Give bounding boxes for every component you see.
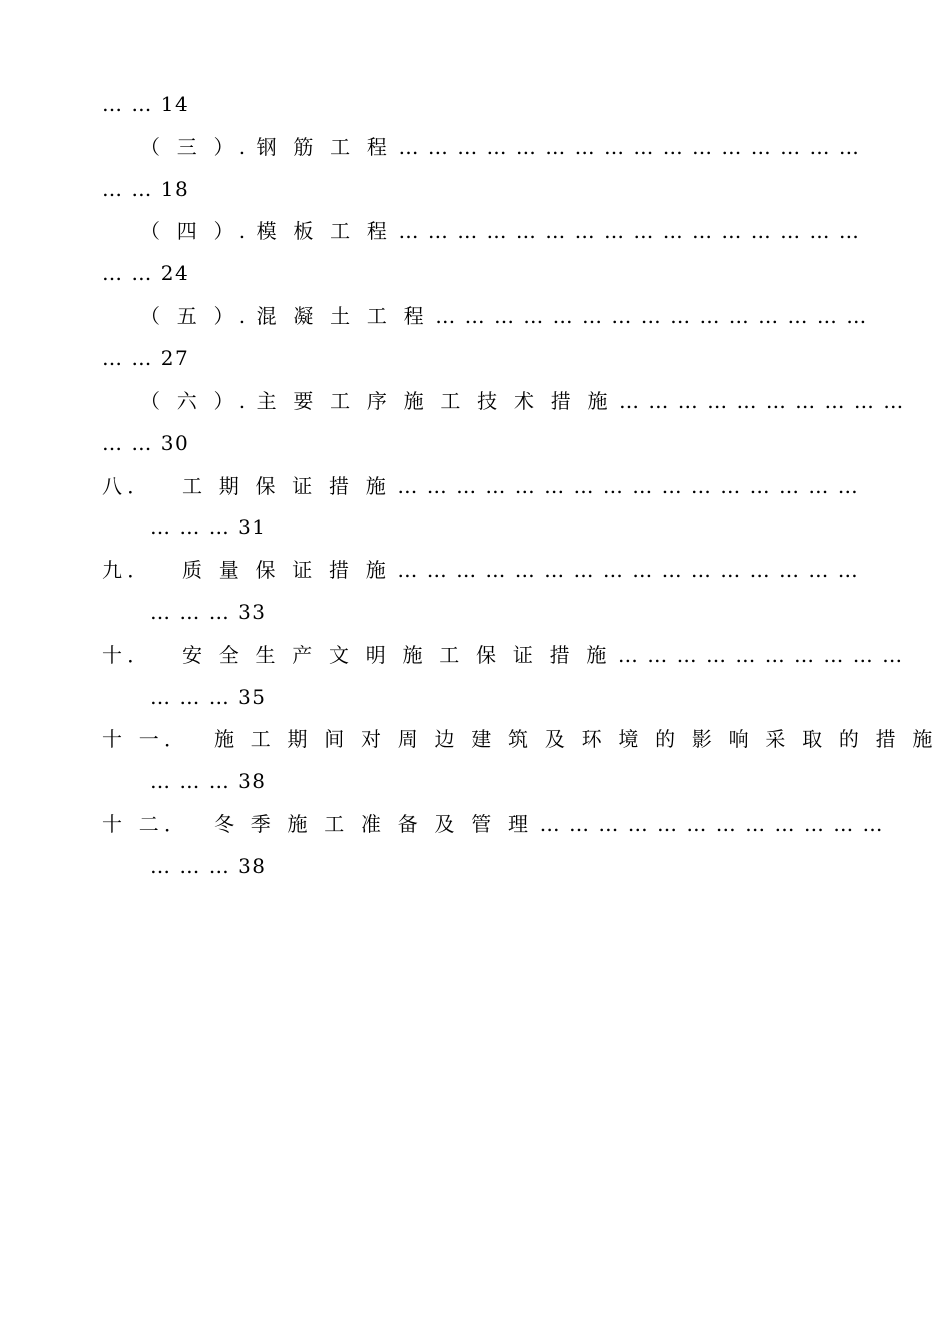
- toc-entry-title: 质 量 保 证 措 施: [182, 558, 391, 582]
- toc-entry-number: （ 六 ）.: [140, 389, 251, 413]
- toc-entry-title: 工 期 保 证 措 施: [182, 474, 391, 498]
- toc-entry-line[interactable]: [140, 132, 860, 162]
- toc-page-number: … … … 33: [150, 600, 267, 624]
- toc-entry-number: 九．: [102, 558, 153, 582]
- toc-entry-line[interactable]: [102, 471, 859, 501]
- toc-entry-line[interactable]: [102, 724, 938, 754]
- toc-page-number: … … … 31: [150, 515, 267, 539]
- toc-entry-title: 施 工 期 间 对 周 边 建 筑 及 环 境 的 影 响 采 取 的 措 施: [214, 727, 938, 751]
- toc-page-number: … … … 38: [150, 854, 267, 878]
- toc-entry-number: （ 三 ）.: [140, 135, 251, 159]
- toc-entry-title: 钢 筋 工 程: [256, 135, 393, 159]
- toc-page-number: … … 27: [102, 346, 190, 370]
- toc-page-number: … … 18: [102, 177, 190, 201]
- toc-leader-dots: … … … … … … … … … …: [617, 643, 904, 667]
- toc-entry-line[interactable]: [140, 216, 860, 246]
- toc-entry-title: 模 板 工 程: [256, 219, 393, 243]
- toc-entry-number: 十．: [102, 643, 153, 667]
- toc-entry-line[interactable]: [140, 386, 905, 416]
- toc-page-number: … … 30: [102, 431, 190, 455]
- toc-page-number: … … 14: [102, 92, 190, 116]
- toc-entry-line[interactable]: [102, 809, 884, 839]
- toc-leader-dots: … … … … … … … … … … … … … … …: [435, 304, 868, 328]
- toc-leader-dots: … … … … … … … … … … … … … … … …: [397, 558, 860, 582]
- toc-entry-title: 混 凝 土 工 程: [256, 304, 429, 328]
- toc-entry-title: 冬 季 施 工 准 备 及 管 理: [214, 812, 534, 836]
- toc-leader-dots: … … … … … … … … … … … … … … … …: [398, 135, 861, 159]
- toc-leader-dots: … … … … … … … … … … … … … … … …: [397, 474, 860, 498]
- toc-entry-title: 主 要 工 序 施 工 技 术 措 施: [256, 389, 613, 413]
- toc-page-number: … … … 35: [150, 685, 267, 709]
- toc-entry-line[interactable]: [140, 301, 868, 331]
- toc-entry-number: 八．: [102, 474, 153, 498]
- toc-page-number: … … 24: [102, 261, 190, 285]
- toc-entry-number: （ 四 ）.: [140, 219, 251, 243]
- toc-entry-number: 十 二．: [102, 812, 190, 836]
- toc-leader-dots: … … … … … … … … … … … … … … … …: [398, 219, 861, 243]
- toc-page-number: … … … 38: [150, 769, 267, 793]
- toc-entry-line[interactable]: [102, 640, 904, 670]
- toc-leader-dots: … … … … … … … … … … … …: [539, 812, 885, 836]
- toc-leader-dots: … … … … … … … … … …: [619, 389, 905, 413]
- toc-entry-line[interactable]: [102, 555, 859, 585]
- toc-entry-number: 十 一．: [102, 727, 190, 751]
- toc-entry-title: 安 全 生 产 文 明 施 工 保 证 措 施: [182, 643, 612, 667]
- toc-entry-number: （ 五 ）.: [140, 304, 251, 328]
